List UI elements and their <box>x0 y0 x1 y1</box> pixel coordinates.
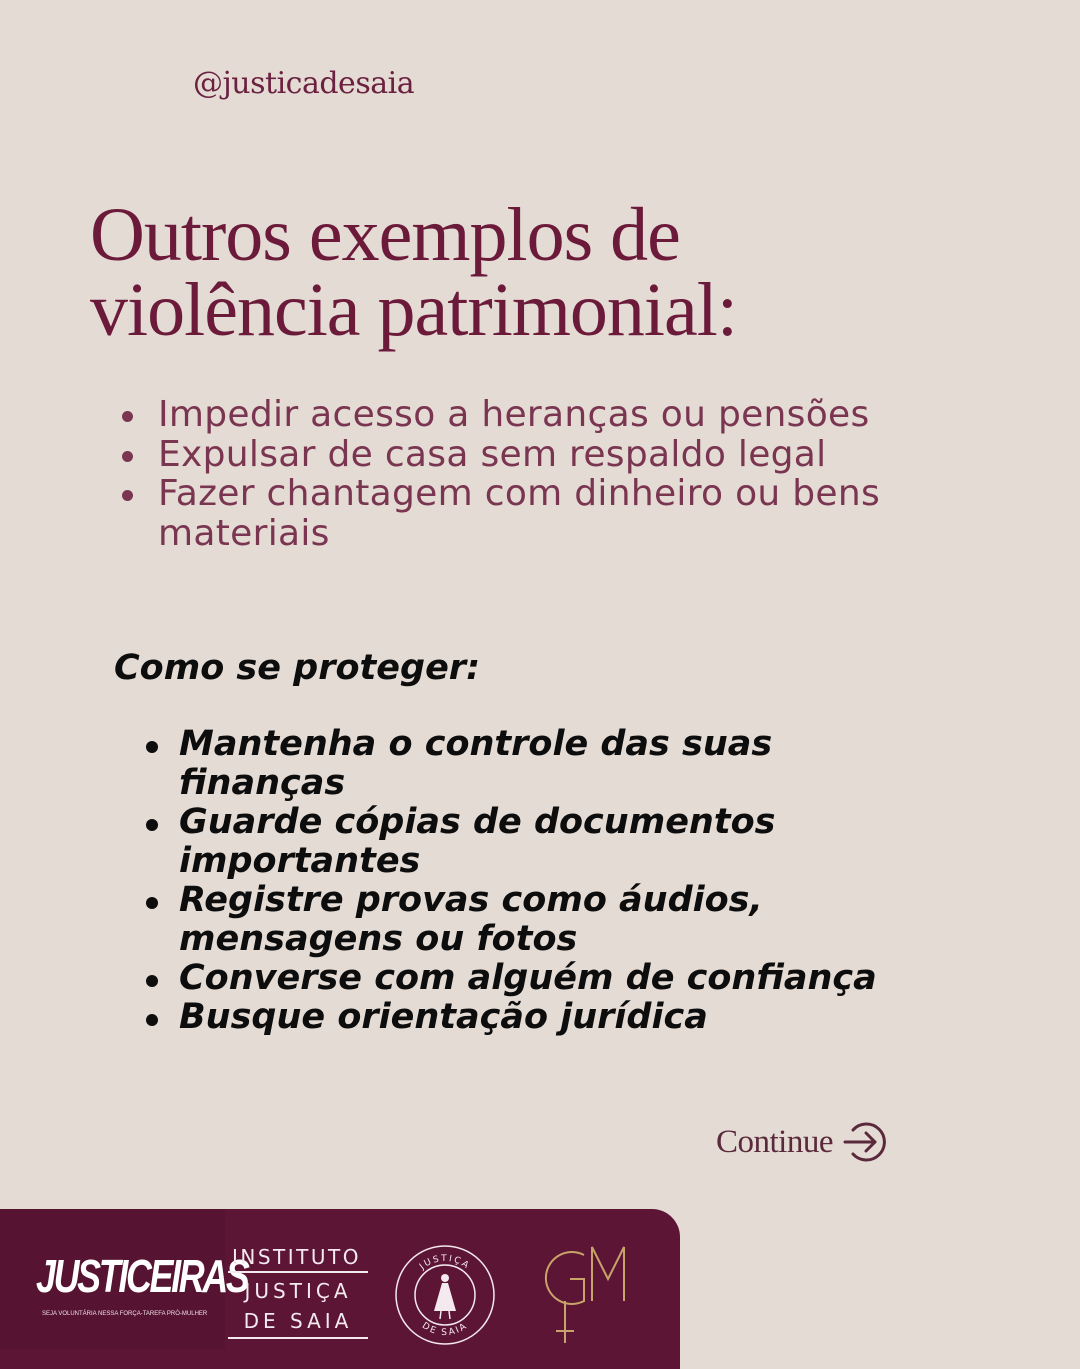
justica-label: JUSTIÇA <box>244 1279 352 1303</box>
svg-text:JUSTIÇA <box>417 1254 472 1273</box>
de-saia-label: DE SAIA <box>228 1309 368 1339</box>
list-item: Converse com alguém de confiança <box>143 959 943 998</box>
seal-bottom-text: DE SAIA <box>419 1320 471 1339</box>
instagram-handle: @justicadesaia <box>193 66 415 101</box>
protection-tips-list <box>143 725 943 1037</box>
instituto-label: INSTITUTO <box>228 1245 368 1273</box>
instituto-justica-de-saia-logo <box>228 1245 368 1339</box>
gm-monogram-icon <box>526 1239 636 1349</box>
arrow-right-circle-icon <box>841 1118 889 1166</box>
list-item: Expulsar de casa sem respaldo legal <box>115 435 915 475</box>
title-line-1: Outros exemplos de <box>90 193 680 277</box>
continue-label: Continue <box>716 1123 833 1160</box>
title-line-2: violência patrimonial: <box>90 268 738 352</box>
list-item: Registre provas como áudios, mensagens ou fotos <box>143 881 943 959</box>
protection-heading: Como se proteger: <box>114 648 481 688</box>
svg-text:DE SAIA <box>420 1321 470 1338</box>
list-item: Busque orientação jurídica <box>143 998 943 1037</box>
justiceiras-wordmark: JUSTICEIRAS <box>36 1250 248 1302</box>
list-item: Guarde cópias de documentos importantes <box>143 803 943 881</box>
justica-de-saia-seal-icon <box>393 1243 497 1347</box>
page-title <box>90 193 990 352</box>
examples-list <box>115 395 915 553</box>
list-item: Impedir acesso a heranças ou pensões <box>115 395 915 435</box>
justiceiras-logo <box>0 1209 248 1350</box>
partners-footer <box>0 1209 680 1369</box>
list-item: Fazer chantagem com dinheiro ou bens materiais <box>115 474 915 553</box>
justiceiras-tagline: SEJA VOLUNTÁRIA NESSA FORÇA-TAREFA PRÓ-MULHER <box>42 1311 208 1317</box>
continue-button[interactable] <box>716 1118 889 1166</box>
seal-top-text: JUSTIÇA <box>417 1253 472 1272</box>
list-item: Mantenha o controle das suas finanças <box>143 725 943 803</box>
